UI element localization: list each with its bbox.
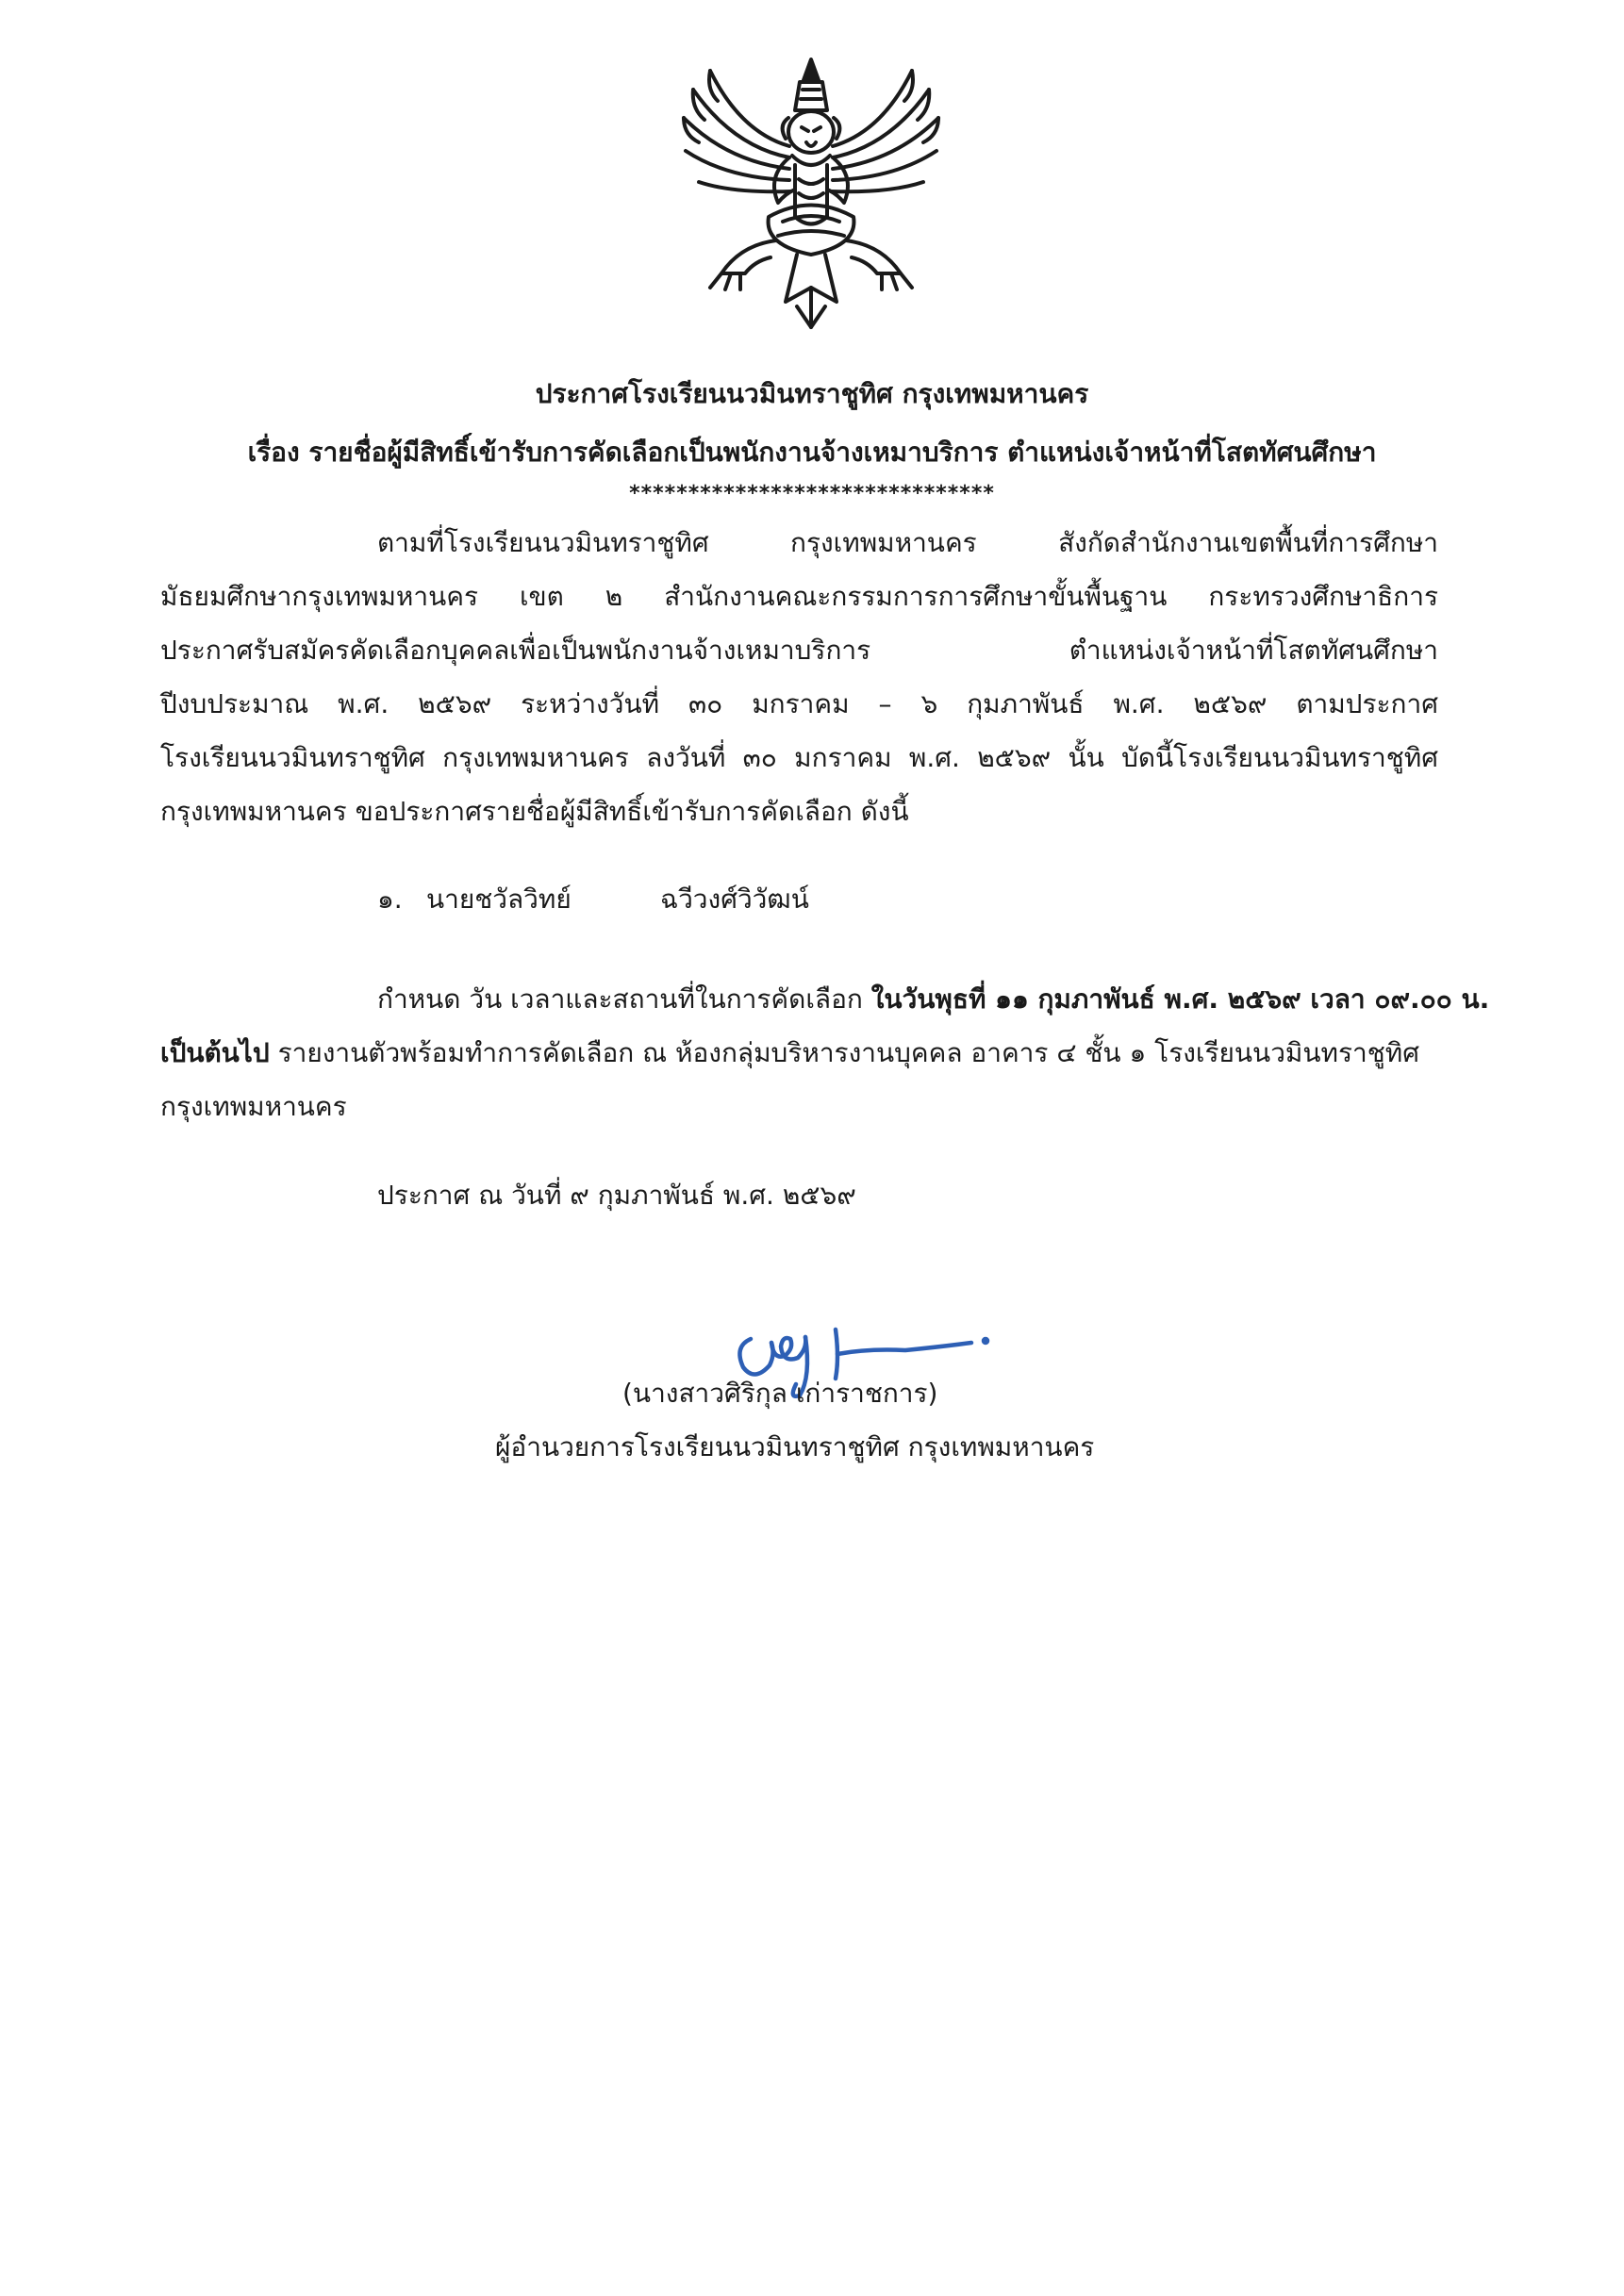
body-paragraph-line: ปีงบประมาณ พ.ศ. ๒๕๖๙ ระหว่างวันที่ ๓๐ มกราคม – ๖ กุมภาพันธ์ พ.ศ. ๒๕๖๙ ตามประกาศ [160, 688, 1438, 719]
body-paragraph-line: กรุงเทพมหานคร ขอประกาศรายชื่อผู้มีสิทธิ์เข้ารับการคัดเลือก ดังนี้ [160, 796, 909, 827]
schedule-line: กรุงเทพมหานคร [160, 1091, 347, 1122]
schedule-date-time: ในวันพุธที่ ๑๑ กุมภาพันธ์ พ.ศ. ๒๕๖๙ เวลา ๐๙.๐๐ น. [870, 983, 1490, 1015]
body-paragraph-line: มัธยมศึกษากรุงเทพมหานคร เขต ๒ สำนักงานคณะกรรมการการศึกษาขั้นพื้นฐาน กระทรวงศึกษาธิการ [160, 581, 1438, 612]
schedule-line [377, 983, 1490, 1016]
body-paragraph-line: ตามที่โรงเรียนนวมินทราชูทิศ กรุงเทพมหานคร สังกัดสำนักงานเขตพื้นที่การศึกษา [377, 527, 1438, 558]
announcement-date: ประกาศ ณ วันที่ ๙ กุมภาพันธ์ พ.ศ. ๒๕๖๙ [377, 1180, 856, 1211]
signatory-name: (นางสาวศิริกุล เก่าราชการ) [622, 1378, 938, 1409]
candidate-number: ๑. [377, 884, 403, 915]
schedule-onward: เป็นต้นไป [160, 1037, 270, 1068]
candidate-first-name: นายชวัลวิทย์ [426, 884, 572, 915]
schedule-location: รายงานตัวพร้อมทำการคัดเลือก ณ ห้องกลุ่มบริหารงานบุคคล อาคาร ๔ ชั้น ๑ โรงเรียนนวมินทราชูทิศ [269, 1037, 1419, 1068]
signatory-position: ผู้อำนวยการโรงเรียนนวมินทราชูทิศ กรุงเทพมหานคร [495, 1431, 1095, 1462]
schedule-line [160, 1036, 1419, 1070]
body-paragraph-line: โรงเรียนนวมินทราชูทิศ กรุงเทพมหานคร ลงวันที่ ๓๐ มกราคม พ.ศ. ๒๕๖๙ นั้น บัดนี้โรงเรียนนวมินทราชูทิศ [160, 742, 1438, 773]
candidate-last-name: ฉวีวงศ์วิวัฒน์ [660, 884, 809, 915]
schedule-text: กำหนด วัน เวลาและสถานที่ในการคัดเลือก [377, 983, 871, 1015]
announcement-title: ประกาศโรงเรียนนวมินทราชูทิศ กรุงเทพมหานคร [535, 378, 1089, 409]
announcement-subject: เรื่อง รายชื่อผู้มีสิทธิ์เข้ารับการคัดเลือกเป็นพนักงานจ้างเหมาบริการ ตำแหน่งเจ้าหน้าที่โสตทัศนศึกษา [247, 437, 1377, 468]
title-separator: ******************************* [629, 482, 995, 505]
garuda-emblem-icon [665, 52, 957, 339]
body-paragraph-line: ประกาศรับสมัครคัดเลือกบุคคลเพื่อเป็นพนักงานจ้างเหมาบริการ ตำแหน่งเจ้าหน้าที่โสตทัศนศึกษา [160, 635, 1438, 666]
